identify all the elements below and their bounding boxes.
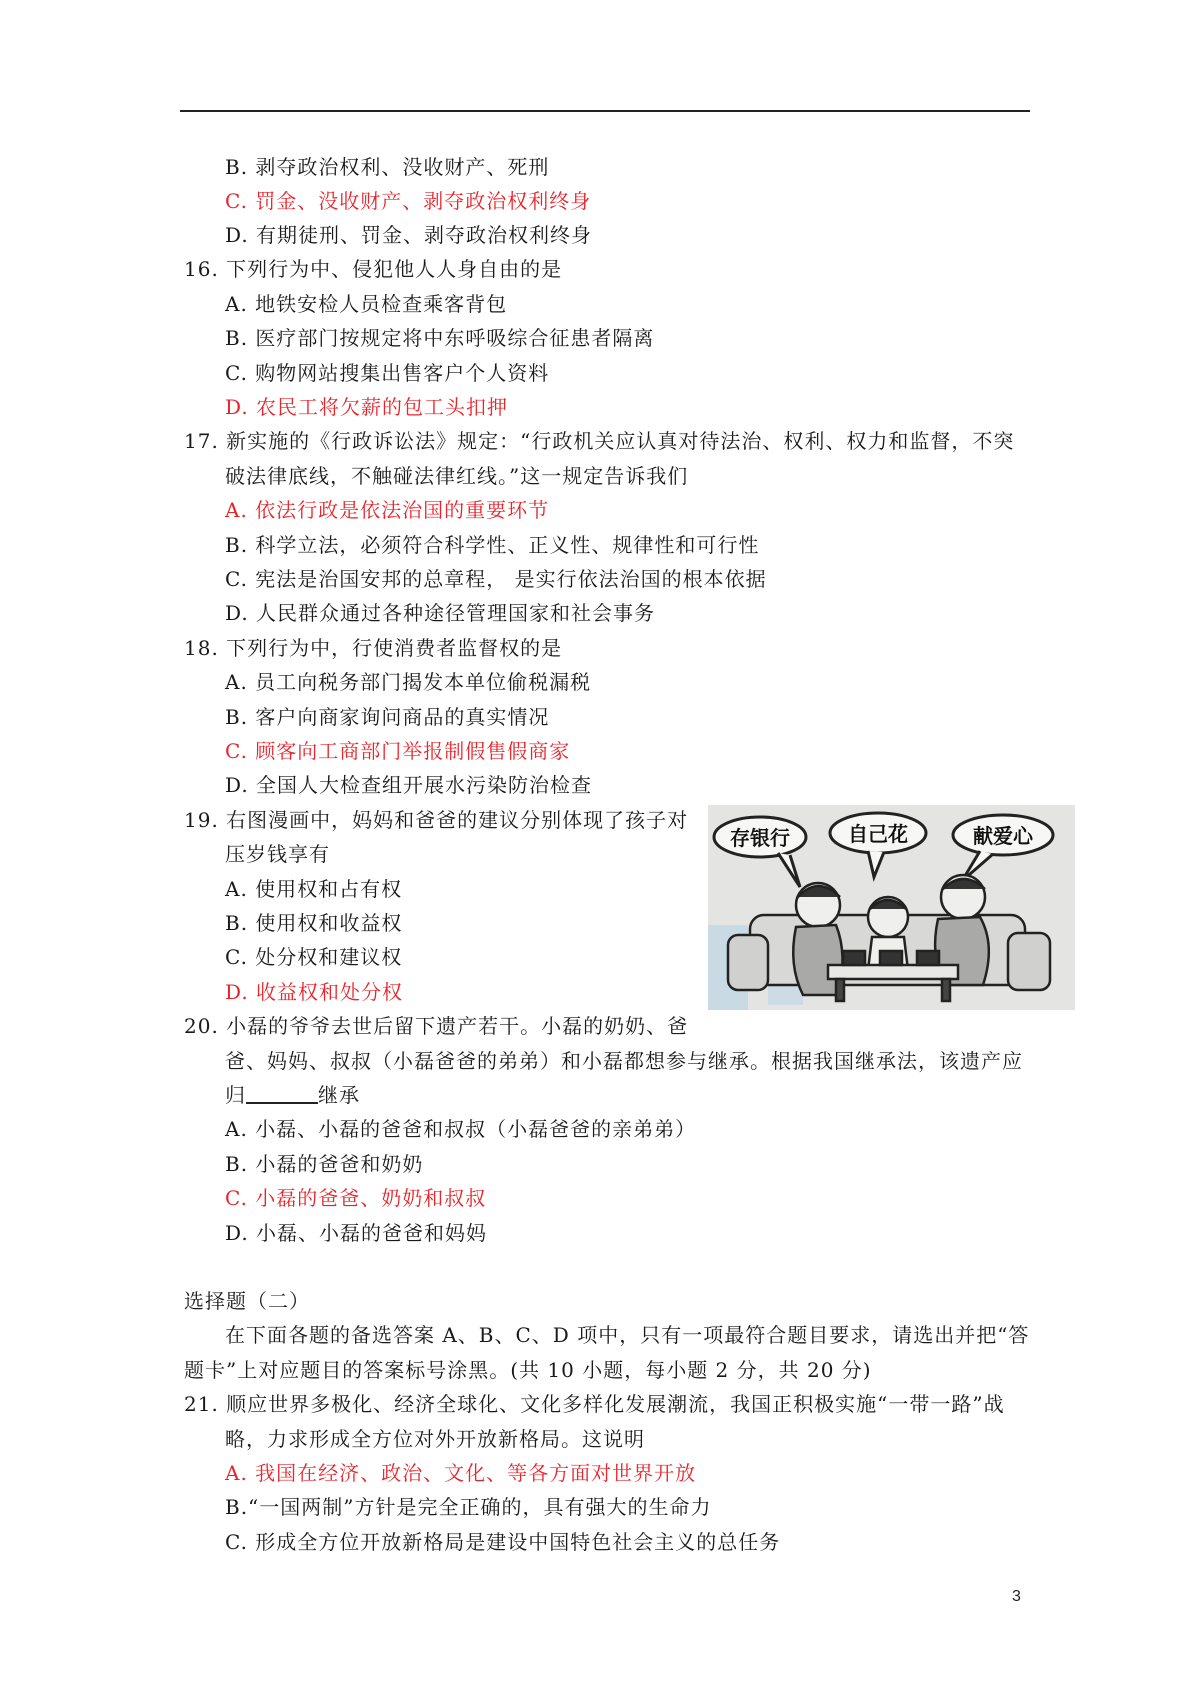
q16-option-c: C. 购物网站搜集出售客户个人资料 (225, 361, 550, 385)
q16-option-b: B. 医疗部门按规定将中东呼吸综合征患者隔离 (225, 326, 655, 350)
cartoon-image (708, 805, 1075, 1010)
section-instruction-line1: 在下面各题的备选答案 A、B、C、D 项中，只有一项最符合题目要求，请选出并把“答 (225, 1323, 1030, 1347)
q20-option-c-answer: C. 小磊的爸爸、奶奶和叔叔 (225, 1186, 487, 1210)
q17-stem-line1: 17. 新实施的《行政诉讼法》规定：“行政机关应认真对待法治、权利、权力和监督，不突 (184, 429, 1015, 453)
section-title: 选择题（二） (184, 1289, 310, 1313)
q16-option-a: A. 地铁安检人员检查乘客背包 (225, 292, 508, 316)
q19-option-a: A. 使用权和占有权 (225, 877, 403, 901)
q21-option-b: B.“一国两制”方针是完全正确的，具有强大的生命力 (225, 1495, 712, 1519)
q15-option-b: B. 剥夺政治权利、没收财产、死刑 (225, 155, 550, 179)
q16-stem: 16. 下列行为中、侵犯他人人身自由的是 (184, 257, 563, 281)
q15-option-c-answer: C. 罚金、没收财产、剥夺政治权利终身 (225, 189, 592, 213)
q20-stem-line2: 爸、妈妈、叔叔（小磊爸爸的弟弟）和小磊都想参与继承。根据我国继承法，该遗产应 (225, 1049, 1023, 1073)
q20-option-d: D. 小磊、小磊的爸爸和妈妈 (225, 1221, 488, 1245)
fill-in-blank (246, 1084, 318, 1104)
q18-option-d: D. 全国人大检查组开展水污染防治检查 (225, 773, 593, 797)
q20-stem-gui: 归 (225, 1083, 246, 1107)
q19-option-b: B. 使用权和收益权 (225, 911, 403, 935)
q19-option-d-answer: D. 收益权和处分权 (225, 980, 404, 1004)
q17-option-d: D. 人民群众通过各种途径管理国家和社会事务 (225, 601, 656, 625)
q17-option-a-answer: A. 依法行政是依法治国的重要环节 (225, 498, 550, 522)
q17-option-c: C. 宪法是治国安邦的总章程， 是实行依法治国的根本依据 (225, 567, 767, 591)
q21-option-c: C. 形成全方位开放新格局是建设中国特色社会主义的总任务 (225, 1530, 781, 1554)
bubble-text-left: 存银行 (730, 826, 790, 850)
header-rule (180, 110, 1030, 112)
bubble-text-middle: 自己花 (848, 822, 908, 846)
q21-stem-line2: 略，力求形成全方位对外开放新格局。这说明 (225, 1427, 645, 1451)
q18-option-b: B. 客户向商家询问商品的真实情况 (225, 705, 550, 729)
page-number: 3 (1012, 1588, 1021, 1605)
q18-option-a: A. 员工向税务部门揭发本单位偷税漏税 (225, 670, 592, 694)
q17-option-b: B. 科学立法，必须符合科学性、正义性、规律性和可行性 (225, 533, 760, 557)
bubble-text-right: 献爱心 (973, 824, 1033, 848)
q19-option-c: C. 处分权和建议权 (225, 945, 403, 969)
q21-option-a-answer: A. 我国在经济、政治、文化、等各方面对世界开放 (225, 1461, 697, 1485)
q21-stem-line1: 21. 顺应世界多极化、经济全球化、文化多样化发展潮流，我国正积极实施“一带一路”战 (184, 1392, 1005, 1416)
q17-stem-line2: 破法律底线，不触碰法律红线。”这一规定告诉我们 (225, 464, 689, 488)
q18-stem: 18. 下列行为中，行使消费者监督权的是 (184, 636, 563, 660)
q15-option-d: D. 有期徒刑、罚金、剥夺政治权利终身 (225, 223, 593, 247)
q20-option-b: B. 小磊的爸爸和奶奶 (225, 1152, 424, 1176)
q19-stem-line2: 压岁钱享有 (225, 842, 330, 866)
q20-stem-line3 (225, 1082, 360, 1108)
q16-option-d-answer: D. 农民工将欠薪的包工头扣押 (225, 395, 509, 419)
section-instruction-line2: 题卡”上对应题目的答案标号涂黑。(共 10 小题，每小题 2 分，共 20 分) (184, 1358, 872, 1382)
q20-option-a: A. 小磊、小磊的爸爸和叔叔（小磊爸爸的亲弟弟） (225, 1117, 697, 1141)
q20-stem-line1: 20. 小磊的爷爷去世后留下遗产若干。小磊的奶奶、爸 (184, 1014, 689, 1038)
q20-stem-jicheng: 继承 (318, 1083, 360, 1107)
q19-stem-line1: 19. 右图漫画中，妈妈和爸爸的建议分别体现了孩子对 (184, 808, 689, 832)
q18-option-c-answer: C. 顾客向工商部门举报制假售假商家 (225, 739, 571, 763)
